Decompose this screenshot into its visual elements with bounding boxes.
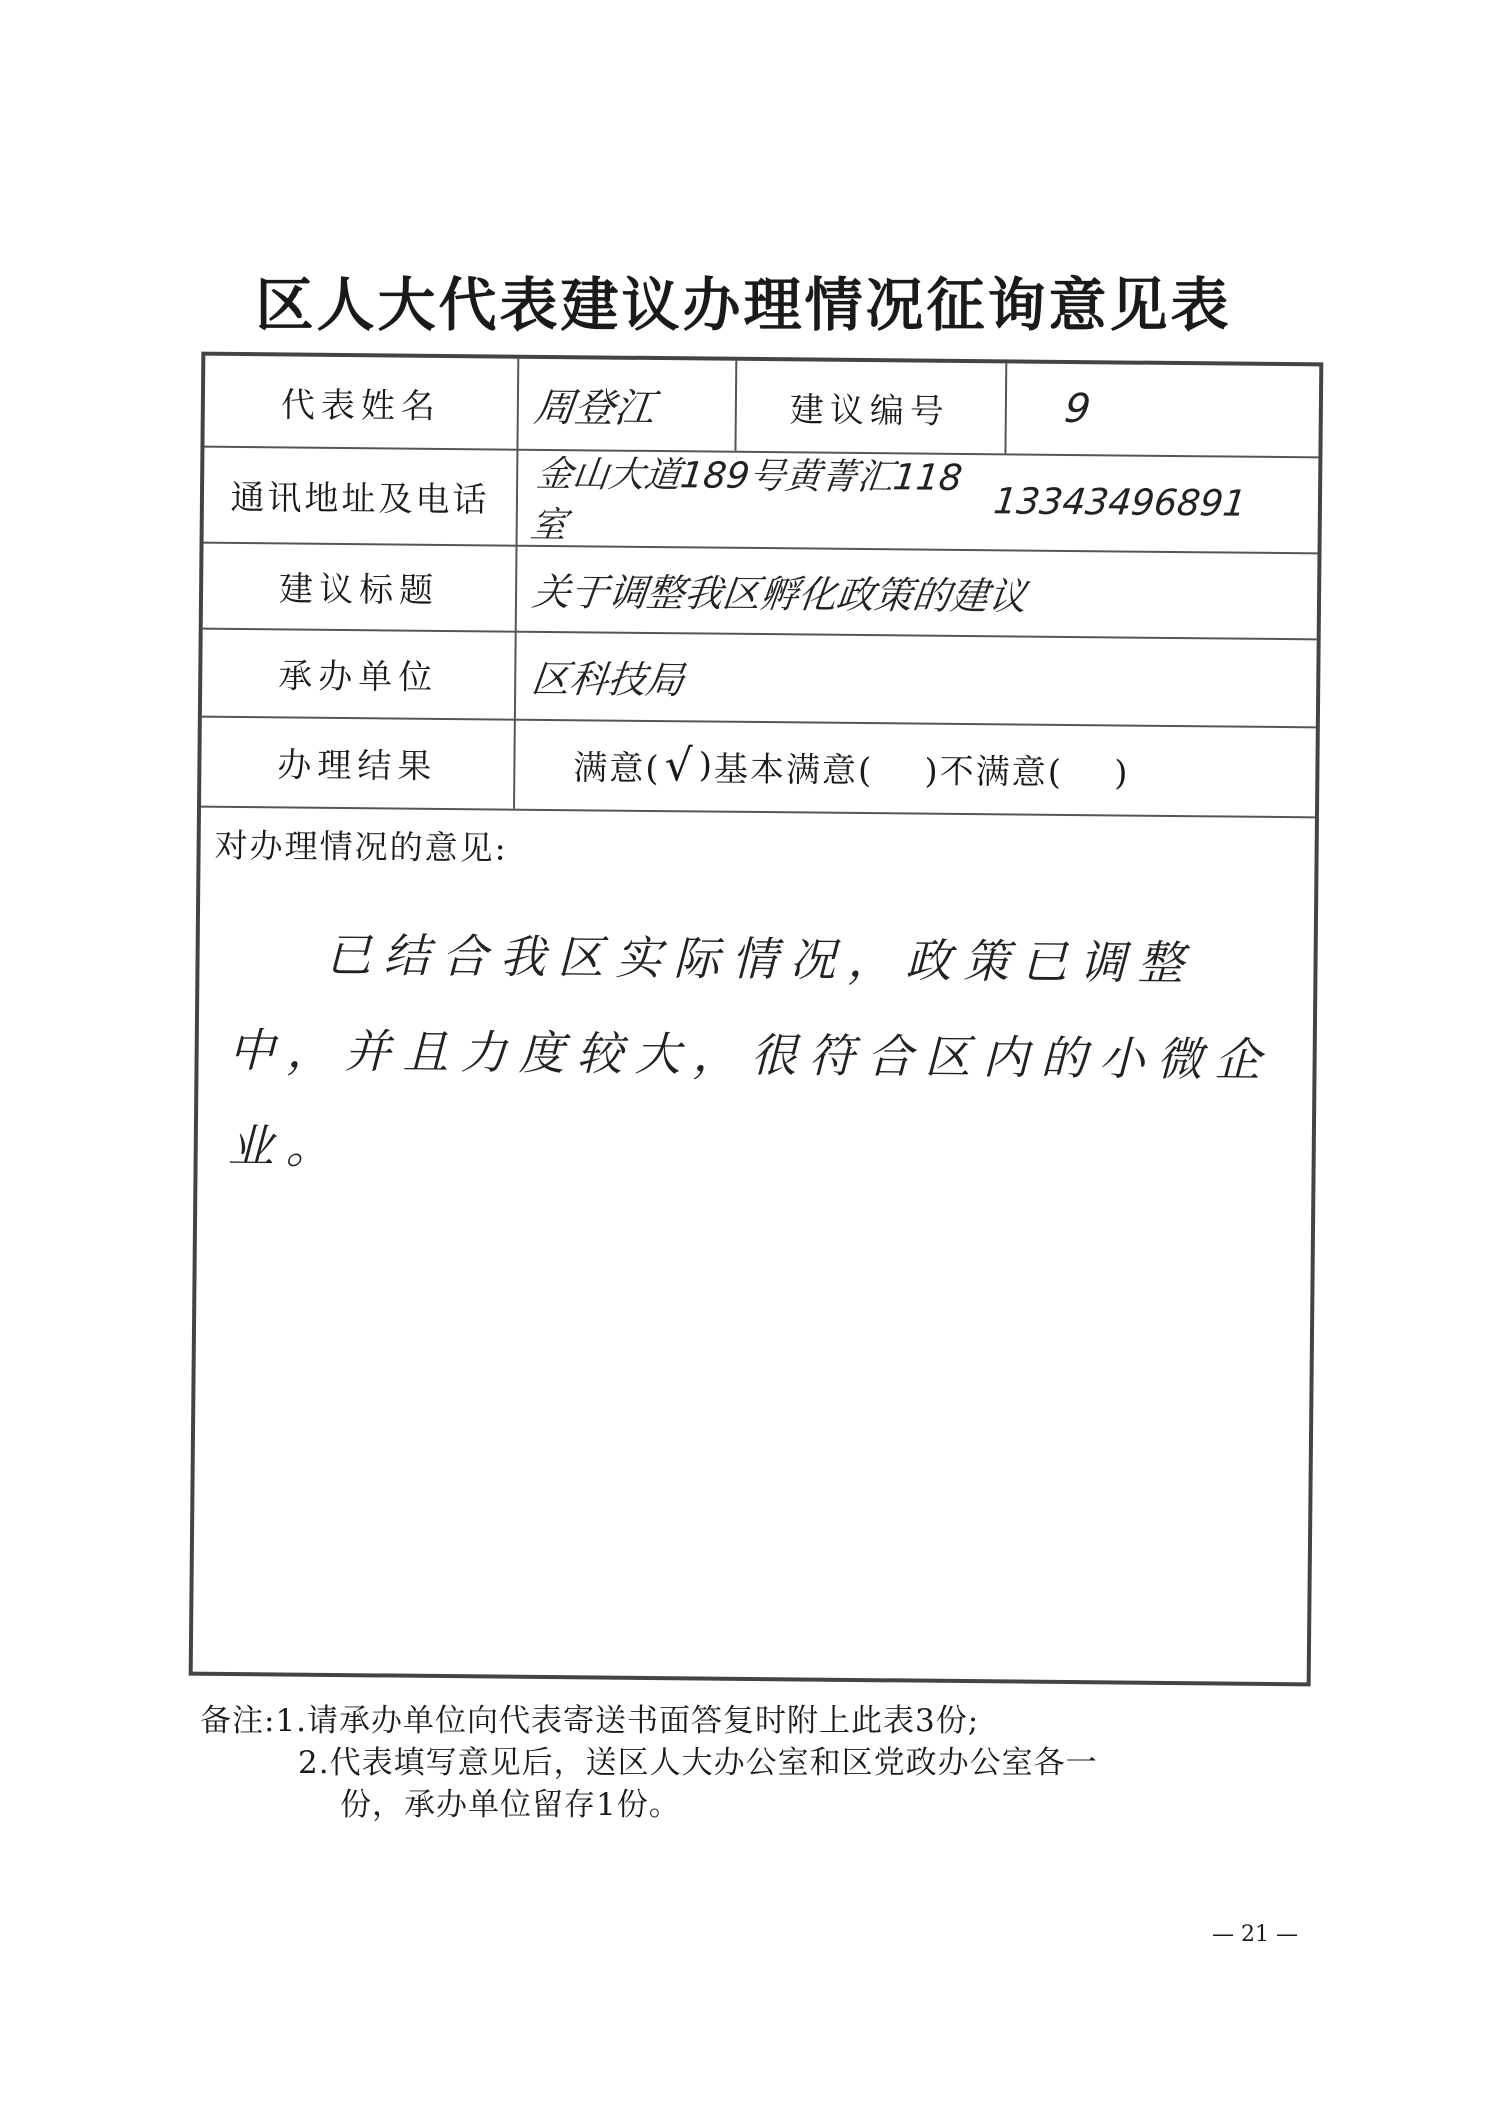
unit-label: 承办单位 <box>278 655 439 698</box>
form-title: 区人大代表建议办理情况征询意见表 <box>255 271 1232 339</box>
row-result <box>201 716 1316 819</box>
name-label: 代表姓名 <box>280 384 442 427</box>
row-unit <box>202 628 1317 729</box>
row-subject <box>203 542 1318 641</box>
result-satisfied-open: 满意( <box>573 747 661 789</box>
phone-value: 13343496891 <box>991 480 1249 525</box>
form-table <box>189 352 1324 1687</box>
row-name <box>204 356 1319 459</box>
note-line-1: 备注:1.请承办单位向代表寄送书面答复时附上此表3份; <box>200 1703 980 1739</box>
opinion-label: 对办理情况的意见: <box>214 825 508 868</box>
subject-value: 关于调整我区孵化政策的建议 <box>530 569 1030 619</box>
row-address <box>204 446 1319 555</box>
page-number: — 21 — <box>1212 1922 1298 1947</box>
address-label: 通讯地址及电话 <box>230 477 490 520</box>
result-basic-satisfied: 基本满意( ) <box>713 749 940 792</box>
subject-label: 建议标题 <box>278 568 440 611</box>
result-unsatisfied: 不满意( ) <box>939 751 1130 794</box>
note-line-3: 份，承办单位留存1份。 <box>340 1787 681 1823</box>
unit-value: 区科技局 <box>529 656 687 702</box>
number-value: 9 <box>1062 385 1093 433</box>
opinion-text: 已结合我区实际情况，政策已调整中，并且力度较大，很符合区内的小微企业。 <box>227 927 1273 1175</box>
number-label: 建议编号 <box>789 389 951 432</box>
address-value: 金山大道189号黄菁汇118室 <box>528 453 965 547</box>
result-label: 办理结果 <box>277 744 438 787</box>
name-value: 周登江 <box>531 384 658 432</box>
opinion-area <box>193 806 1315 1683</box>
notes <box>200 1700 1098 1826</box>
result-satisfied-close: ) <box>698 745 715 786</box>
note-line-2: 2.代表填写意见后，送区人大办公室和区党政办公室各一 <box>298 1745 1098 1781</box>
check-mark-icon: √ <box>664 739 695 791</box>
result-options <box>573 719 1294 816</box>
